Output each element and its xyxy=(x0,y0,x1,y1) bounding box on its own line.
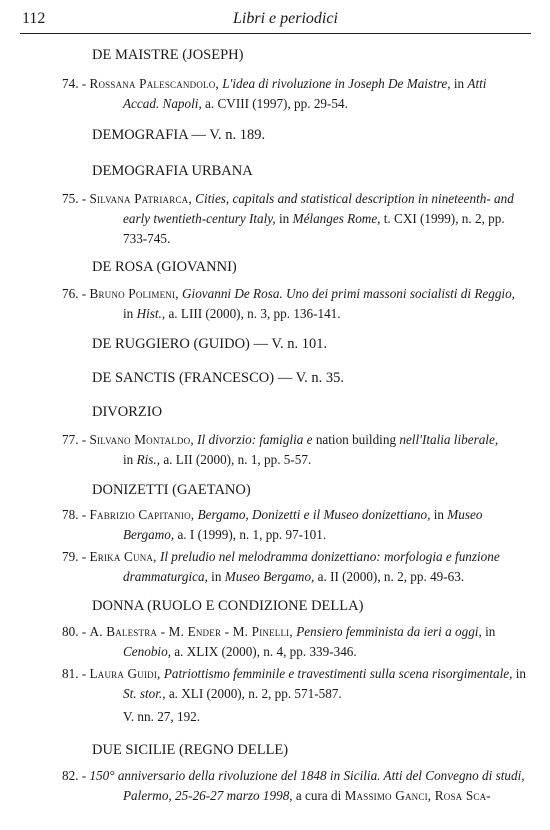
entry-title: Giovanni De Rosa. Uno dei primi massoni socialisti di Reggio, xyxy=(182,286,515,301)
section-heading-due-sicilie: DUE SICILIE (REGNO DELLE) xyxy=(92,742,289,758)
entry-citation: a. I (1999), n. 1, pp. 97-101. xyxy=(177,527,327,542)
entry-journal: Accad. Napoli, xyxy=(123,96,202,111)
section-heading-donna: DONNA (RUOLO E CONDIZIONE DELLA) xyxy=(92,598,364,614)
entry-citation: a. CVIII (1997), pp. 29-54. xyxy=(205,96,348,111)
entry-number: 77. - xyxy=(62,432,87,447)
entry-title: Palermo, 25-26-27 marzo 1998, xyxy=(123,788,293,803)
entry-author: Bruno Polimeni, xyxy=(89,286,179,301)
page-number: 112 xyxy=(22,10,46,27)
section-heading-de-rosa: DE ROSA (GIOVANNI) xyxy=(92,259,237,275)
entry-author: Fabrizio Capitanio, xyxy=(89,507,195,522)
entry-number: 78. - xyxy=(62,507,87,522)
entry-author: Erika Cuna, xyxy=(89,549,157,564)
entry-in: in xyxy=(433,507,444,522)
entry-title: Il divorzio: famiglia e xyxy=(197,432,313,447)
entry-title: L'idea di rivoluzione in Joseph De Maistre, xyxy=(222,76,451,91)
running-head: Libri e periodici xyxy=(233,10,338,27)
entry-in: in xyxy=(279,211,290,226)
entry-journal: Bergamo, xyxy=(123,527,175,542)
entry-citation: a. XLIX (2000), n. 4, pp. 339-346. xyxy=(174,644,357,659)
section-heading-de-ruggiero: DE RUGGIERO (GUIDO) — V. n. 101. xyxy=(92,336,328,352)
entry-title: Pensiero femminista da ieri a oggi, xyxy=(296,624,482,639)
entry-citation: a. XLI (2000), n. 2, pp. 571-587. xyxy=(168,686,342,701)
entry-journal: Atti xyxy=(467,76,487,91)
section-heading-donizetti: DONIZETTI (GAETANO) xyxy=(92,482,251,498)
entry-number: 75. - xyxy=(62,191,87,206)
entry-in: in xyxy=(515,666,526,681)
section-heading-demografia: DEMOGRAFIA — V. n. 189. xyxy=(92,127,266,143)
entry-title: 150° anniversario della rivoluzione del 1848 in Sicilia. Atti del Convegno di studi, xyxy=(89,768,525,783)
entry-citation: a. II (2000), n. 2, pp. 49-63. xyxy=(317,569,465,584)
entry-title: Il preludio nel melodramma donizettiano: morfologia e funzione xyxy=(159,549,500,564)
entry-author: Massimo Ganci, Rosa Sca- xyxy=(344,788,491,803)
entry-title: Bergamo, Donizetti e il Museo donizettiano, xyxy=(197,507,431,522)
entry-journal: Ris., xyxy=(136,452,161,467)
entry-journal: Hist., xyxy=(136,306,166,321)
entry-title: drammaturgica, xyxy=(123,569,208,584)
section-heading-divorzio: DIVORZIO xyxy=(92,404,163,420)
entry-author: A. Balestra - M. Ender - M. Pinelli, xyxy=(89,624,293,639)
entry-journal: Museo Bergamo, xyxy=(224,569,315,584)
entry-number: 81. - xyxy=(62,666,87,681)
entry-journal: Cenobio, xyxy=(123,644,171,659)
entry-in: in xyxy=(123,306,134,321)
entry-in: in xyxy=(123,452,134,467)
cross-reference: V. nn. 27, 192. xyxy=(123,709,201,724)
entry-author: Laura Guidi, xyxy=(89,666,161,681)
entry-number: 74. - xyxy=(62,76,87,91)
entry-journal: Museo xyxy=(447,507,483,522)
entry-title-roman: nation building xyxy=(315,432,397,447)
entry-number: 76. - xyxy=(62,286,87,301)
section-heading-demografia-urbana: DEMOGRAFIA URBANA xyxy=(92,163,253,179)
entry-citation: a. LIII (2000), n. 3, pp. 136-141. xyxy=(168,306,341,321)
section-heading-de-sanctis: DE SANCTIS (FRANCESCO) — V. n. 35. xyxy=(92,370,345,386)
entry-number: 82. - xyxy=(62,768,87,783)
entry-journal: Mélanges Rome, xyxy=(292,211,381,226)
entry-author: Rossana Palescandolo, xyxy=(89,76,219,91)
entry-title: early twentieth-century Italy, xyxy=(123,211,276,226)
entry-number: 79. - xyxy=(62,549,87,564)
entry-citation: t. CXI (1999), n. 2, pp. xyxy=(383,211,505,226)
entry-number: 80. - xyxy=(62,624,87,639)
entry-author: Silvana Patriarca, xyxy=(89,191,192,206)
entry-citation: a. LII (2000), n. 1, pp. 5-57. xyxy=(163,452,312,467)
page-header xyxy=(0,0,550,40)
entry-title: Cities, capitals and statistical description in nineteenth- and xyxy=(195,191,514,206)
entry-citation: 733-745. xyxy=(123,231,171,246)
entry-citation: a cura di xyxy=(295,788,342,803)
entry-in: in xyxy=(485,624,496,639)
section-heading-de-maistre: DE MAISTRE (JOSEPH) xyxy=(92,47,244,63)
entry-title: nell'Italia liberale, xyxy=(399,432,499,447)
header-rule xyxy=(20,33,531,34)
entry-author: Silvano Montaldo, xyxy=(89,432,194,447)
entry-journal: St. stor., xyxy=(123,686,166,701)
entry-in: in xyxy=(211,569,222,584)
entry-in: in xyxy=(453,76,465,91)
entry-title: Patriottismo femminile e travestimenti sulla scena risorgimentale, xyxy=(163,666,513,681)
